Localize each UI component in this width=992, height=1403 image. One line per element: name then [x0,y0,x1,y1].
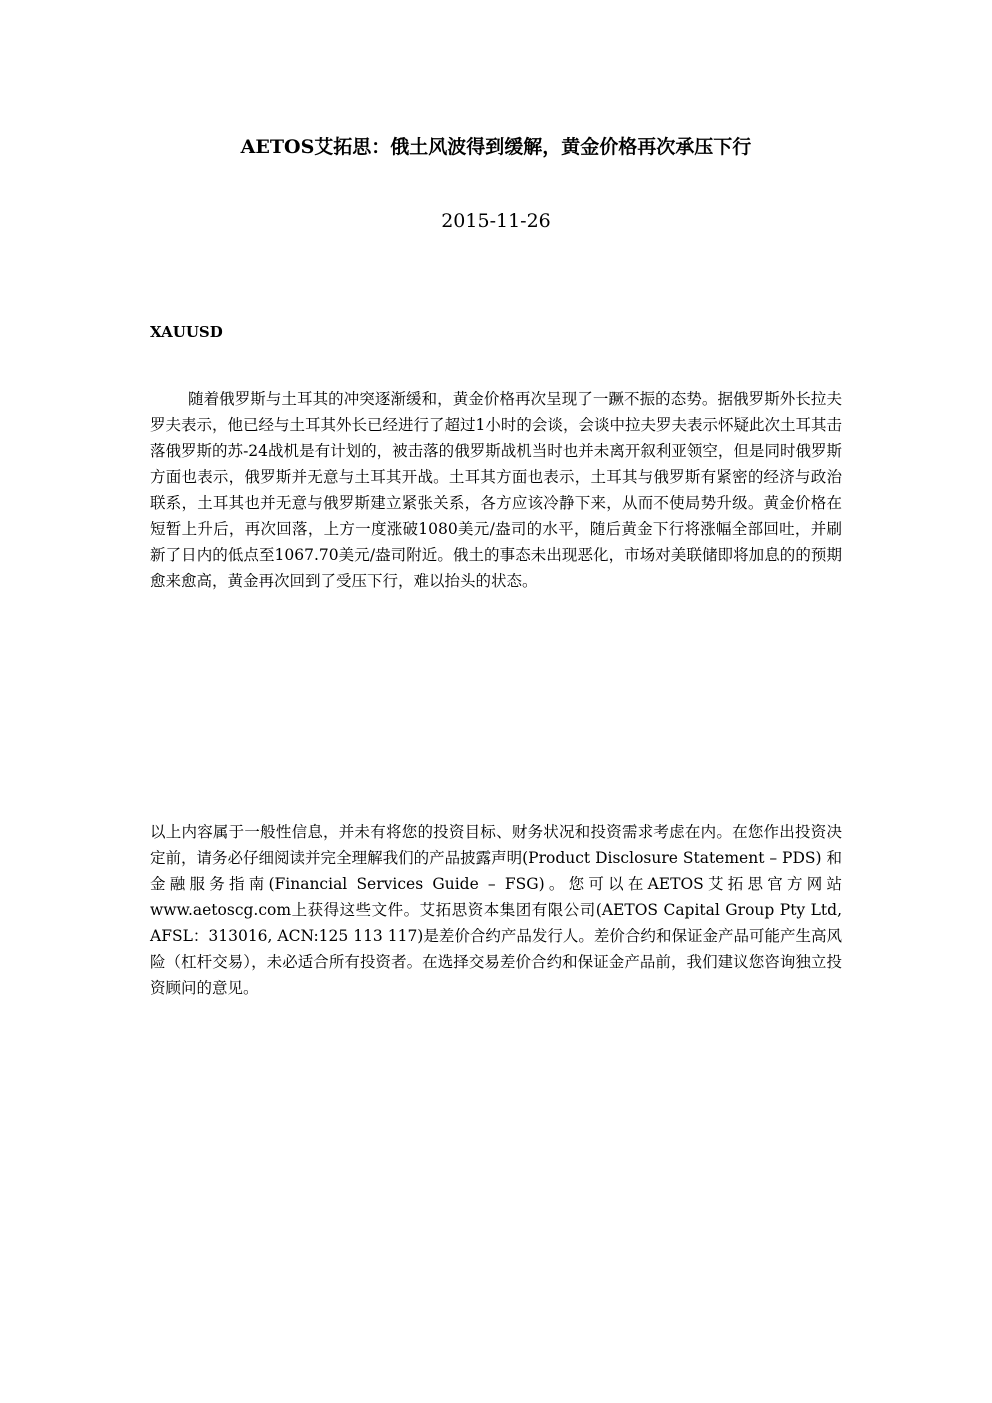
disclaimer-text: 以上内容属于一般性信息，并未有将您的投资目标、财务状况和投资需求考虑在内。在您作出投资决定前，请务必仔细阅读并完全理解我们的产品披露声明(Product Disclosure Statement – PDS) 和金融服务指南(Financial Services Guide – FSG)。您可以在AETOS艾拓思官方网站www.aetoscg.com上获得这些文件。艾拓思资本集团有限公司(AETOS Capital Group Pty Ltd, AFSL：313016, ACN:125 113 117)是差价合约产品发行人。差价合约和保证金产品可能产生高风险（杠杆交易），未必适合所有投资者。在选择交易差价合约和保证金产品前，我们建议您咨询独立投资顾问的意见。 [150,822,842,997]
document-title: AETOS艾拓思：俄土风波得到缓解，黄金价格再次承压下行 [240,136,752,158]
instrument-symbol: XAUUSD [150,323,223,341]
article-body: 随着俄罗斯与土耳其的冲突逐渐缓和，黄金价格再次呈现了一蹶不振的态势。据俄罗斯外长拉夫罗夫表示，他已经与土耳其外长已经进行了超过1小时的会谈，会谈中拉夫罗夫表示怀疑此次土耳其击落俄罗斯的苏-24战机是有计划的，被击落的俄罗斯战机当时也并未离开叙利亚领空，但是同时俄罗斯方面也表示，俄罗斯并无意与土耳其开战。土耳其方面也表示，土耳其与俄罗斯有紧密的经济与政治联系，土耳其也并无意与俄罗斯建立紧张关系，各方应该冷静下来，从而不使局势升级。黄金价格在短暂上升后，再次回落，上方一度涨破1080美元/盎司的水平，随后黄金下行将涨幅全部回吐，并刷新了日内的低点至1067.70美元/盎司附近。俄土的事态未出现恶化，市场对美联储即将加息的的预期愈来愈高，黄金再次回到了受压下行，难以抬头的状态。 [150,389,842,590]
document-date: 2015-11-26 [441,210,551,232]
